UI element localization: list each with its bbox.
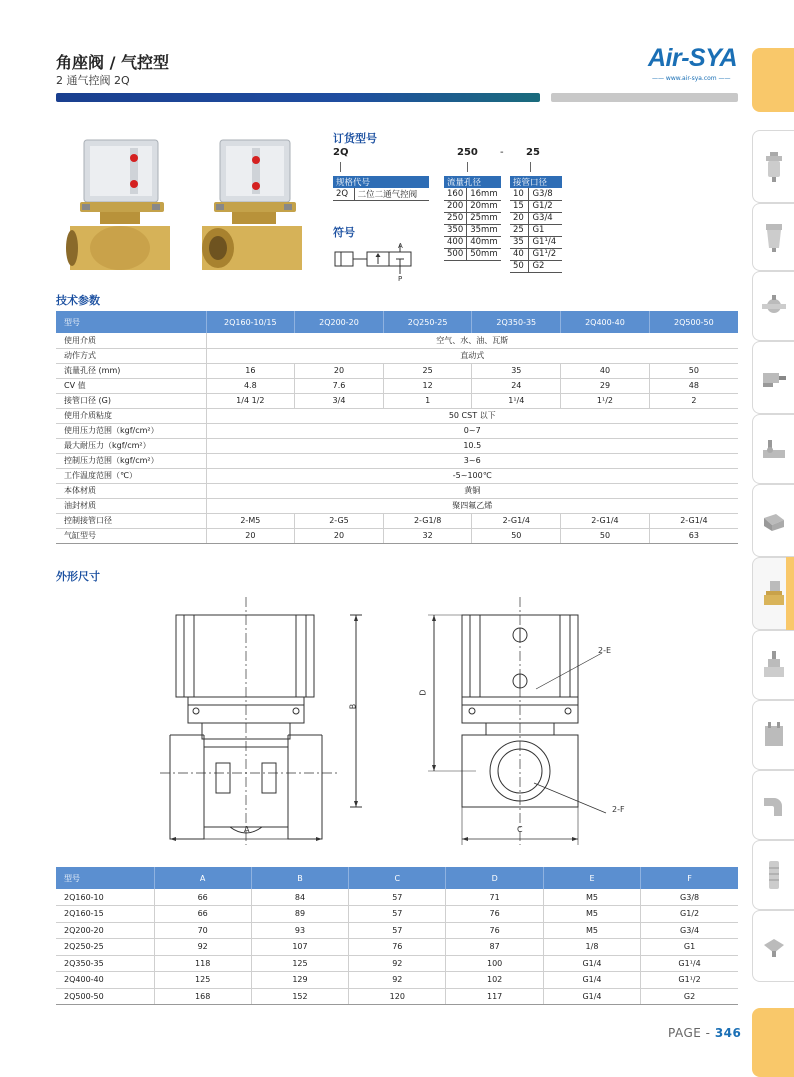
table-row [56,498,738,513]
bore-cell: 35mm [467,224,501,236]
order-code-series: 2Q [333,147,349,158]
angle-valve-icon [760,577,788,611]
order-title: 订货型号 [333,132,377,145]
dims-cell: G1/2 [641,906,738,923]
tech-header-row [56,311,738,333]
dims-cell: 93 [251,922,348,939]
param-value: 2-G1/4 [649,513,738,528]
side-tab-fitting[interactable] [752,271,794,341]
table-row [56,889,738,906]
dims-cell: G1¹/2 [641,972,738,989]
dims-cell: 120 [349,988,446,1005]
port-cell: G1¹/2 [529,248,562,260]
param-name: 使用介质粘度 [56,408,206,423]
bore-cell: 400 [444,236,467,248]
product-photo-2 [196,134,312,294]
param-value: 20 [206,528,295,543]
bore-table-header: 流量孔径 [444,176,501,188]
spec-code-header: 规格代号 [333,176,429,188]
tech-header-cell: 2Q500-50 [649,311,738,333]
bore-cell: 160 [444,188,467,200]
dims-cell: 107 [251,939,348,956]
table-row [56,468,738,483]
dims-cell: 87 [446,939,543,956]
product-photo-1 [60,134,180,294]
side-tab-cylinder[interactable] [752,341,794,414]
side-tab-filter[interactable] [752,130,794,203]
dims-cell: M5 [543,922,640,939]
dims-cell: 76 [349,939,446,956]
spec-code-cell: 二位二通气控阀 [354,188,429,201]
dim-label-d: D [418,689,428,696]
param-value: 50 CST 以下 [206,408,738,423]
side-tab-elbow[interactable] [752,770,794,840]
param-value: -5~100℃ [206,468,738,483]
tech-header-cell: 2Q350-35 [472,311,561,333]
brand-logo: Air-SYA [648,44,738,72]
dim-label-b: B [348,703,358,710]
dims-header-cell: 型号 [56,867,154,889]
dims-header-cell: C [349,867,446,889]
param-value: 空气、水、油、瓦斯 [206,333,738,348]
page-subtitle: 2 通气控阀 2Q [56,74,130,87]
port-cell: 50 [510,260,529,272]
dims-cell: M5 [543,889,640,906]
dims-cell: 1/8 [543,939,640,956]
dims-cell: 92 [349,955,446,972]
order-code-bore: 250 [457,147,478,158]
param-value: 1¹/2 [561,393,650,408]
port-cell: 35 [510,236,529,248]
table-row [56,513,738,528]
front-view-drawing [150,595,380,855]
param-value: 16 [206,363,295,378]
bore-table [444,176,501,261]
param-value: 黄铜 [206,483,738,498]
page-footer [668,1026,741,1040]
dims-cell: G1¹/4 [641,955,738,972]
dims-cell: 66 [154,906,251,923]
param-name: 控制接管口径 [56,513,206,528]
page-number: 346 [714,1026,742,1040]
spec-code-table [333,176,429,201]
tech-header-cell: 2Q400-40 [561,311,650,333]
tech-table [56,311,738,544]
elbow-icon [760,788,788,822]
bore-cell: 16mm [467,188,501,200]
side-tab-manifold[interactable] [752,630,794,700]
port-cell: G1/2 [529,200,562,212]
dims-cell: G1/4 [543,988,640,1005]
param-value: 50 [561,528,650,543]
order-code-dash: - [500,147,504,158]
port-table-header: 接管口径 [510,176,562,188]
param-value: 40 [561,363,650,378]
table-row [56,393,738,408]
controller-icon [760,718,788,752]
dims-cell: 168 [154,988,251,1005]
dims-cell: 66 [154,889,251,906]
param-name: CV 值 [56,378,206,393]
table-row [56,922,738,939]
dims-cell: 2Q500-50 [56,988,154,1005]
dims-cell: 70 [154,922,251,939]
port-cell: 20 [510,212,529,224]
param-name: 使用介质 [56,333,206,348]
param-name: 使用压力范围（kgf/cm²） [56,423,206,438]
brand-url: —— www.air-sya.com —— [652,75,731,82]
accessory-icon [760,929,788,963]
table-row [56,408,738,423]
dims-cell: G2 [641,988,738,1005]
dim-label-a: A [244,825,250,834]
dims-cell: 84 [251,889,348,906]
tick-series [340,162,341,172]
param-name: 控制压力范围（kgf/cm²） [56,453,206,468]
table-row [56,438,738,453]
side-tab-controller[interactable] [752,700,794,770]
tick-port [530,162,531,172]
param-value: 2-G1/4 [472,513,561,528]
dims-cell: M5 [543,906,640,923]
table-row [56,423,738,438]
dims-header-cell: A [154,867,251,889]
dims-title: 外形尺寸 [56,570,100,583]
dims-cell: 92 [154,939,251,956]
bore-cell: 500 [444,248,467,260]
param-value: 24 [472,378,561,393]
param-value: 3/4 [295,393,384,408]
dims-cell: 71 [446,889,543,906]
param-value: 2-G1/4 [561,513,650,528]
param-value: 2-G1/8 [383,513,472,528]
bore-cell: 250 [444,212,467,224]
dims-header-cell: D [446,867,543,889]
param-value: 1 [383,393,472,408]
dims-cell: 129 [251,972,348,989]
dims-header-cell: B [251,867,348,889]
param-name: 动作方式 [56,348,206,363]
param-value: 63 [649,528,738,543]
header-bar-grey [551,93,738,102]
dims-cell: G3/8 [641,889,738,906]
symbol-label-p: P [398,275,403,283]
param-value: 50 [472,528,561,543]
param-value: 2-G5 [295,513,384,528]
side-tab-bottom-accent [752,1008,794,1077]
param-name: 工作温度范围（℃） [56,468,206,483]
param-name: 气缸型号 [56,528,206,543]
dims-cell: 117 [446,988,543,1005]
side-tab-strainer[interactable] [752,840,794,910]
table-row [56,972,738,989]
dim-label-f: 2-F [612,805,625,814]
filter-icon [760,150,788,184]
bore-cell: 20mm [467,200,501,212]
table-row [56,453,738,468]
param-value: 48 [649,378,738,393]
param-value: 2-M5 [206,513,295,528]
param-value: 25 [383,363,472,378]
tech-title: 技术参数 [56,294,100,307]
dims-table [56,867,738,1005]
dims-cell: 102 [446,972,543,989]
port-cell: 25 [510,224,529,236]
param-value: 50 [649,363,738,378]
tech-header-cell: 型号 [56,311,206,333]
side-tab-top-accent [752,48,794,112]
param-value: 聚四氟乙烯 [206,498,738,513]
table-row [56,483,738,498]
dims-cell: 76 [446,922,543,939]
valve-icon [760,432,788,466]
param-value: 7.6 [295,378,384,393]
param-value: 2 [649,393,738,408]
dims-cell: 125 [154,972,251,989]
bore-cell: 50mm [467,248,501,260]
dims-header-row [56,867,738,889]
port-cell: 15 [510,200,529,212]
param-value: 12 [383,378,472,393]
param-name: 接管口径 (G) [56,393,206,408]
tech-header-cell: 2Q250-25 [383,311,472,333]
valve-symbol [333,242,433,284]
table-row [56,348,738,363]
param-value: 20 [295,363,384,378]
side-tab-valve[interactable] [752,414,794,484]
param-name: 本体材质 [56,483,206,498]
dims-cell: 100 [446,955,543,972]
param-value: 20 [295,528,384,543]
param-value: 直动式 [206,348,738,363]
param-name: 最大耐压力（kgf/cm²） [56,438,206,453]
port-cell: 40 [510,248,529,260]
table-row [56,363,738,378]
order-code-port: 25 [526,147,540,158]
port-cell: G3/8 [529,188,562,200]
port-cell: 10 [510,188,529,200]
dim-label-e: 2-E [598,646,612,655]
manifold-icon [760,648,788,682]
dim-label-c: C [517,825,523,834]
cylinder-icon [760,361,788,395]
param-value: 1¹/4 [472,393,561,408]
dims-cell: 92 [349,972,446,989]
port-cell: G2 [529,260,562,272]
tech-header-cell: 2Q200-20 [295,311,384,333]
dims-cell: 2Q250-25 [56,939,154,956]
dims-header-cell: F [641,867,738,889]
table-row [56,955,738,972]
lubricator-icon [760,220,788,254]
param-name: 流量孔径 (mm) [56,363,206,378]
dims-cell: 152 [251,988,348,1005]
dims-cell: 57 [349,922,446,939]
dims-cell: 89 [251,906,348,923]
table-row [56,939,738,956]
dims-cell: 2Q400-40 [56,972,154,989]
fitting-icon [760,289,788,323]
dims-cell: 125 [251,955,348,972]
param-value: 1/4 1/2 [206,393,295,408]
side-tab-accessory[interactable] [752,910,794,982]
dims-cell: G3/4 [641,922,738,939]
bore-cell: 350 [444,224,467,236]
param-value: 10.5 [206,438,738,453]
param-value: 3~6 [206,453,738,468]
bore-cell: 200 [444,200,467,212]
dims-cell: 2Q160-10 [56,889,154,906]
bore-cell: 25mm [467,212,501,224]
header-bar-blue [56,93,540,102]
dims-cell: G1 [641,939,738,956]
dims-cell: G1/4 [543,955,640,972]
table-row [56,333,738,348]
page-label: PAGE - [668,1026,715,1040]
dims-cell: 57 [349,889,446,906]
tech-header-cell: 2Q160-10/15 [206,311,295,333]
tick-bore [467,162,468,172]
param-value: 32 [383,528,472,543]
side-view-drawing [416,595,636,855]
port-cell: G3/4 [529,212,562,224]
param-value: 0~7 [206,423,738,438]
table-row [56,528,738,543]
port-table [510,176,562,273]
symbol-title: 符号 [333,226,355,239]
dims-cell: G1/4 [543,972,640,989]
table-row [56,988,738,1005]
symbol-label-a: A [398,242,403,250]
dims-cell: 76 [446,906,543,923]
solenoid-icon [760,504,788,538]
param-value: 29 [561,378,650,393]
page-title: 角座阀 / 气控型 [56,53,169,72]
dims-cell: 57 [349,906,446,923]
table-row [56,906,738,923]
active-tab-indicator [786,557,794,630]
param-value: 4.8 [206,378,295,393]
side-tab-solenoid[interactable] [752,484,794,557]
param-value: 35 [472,363,561,378]
port-cell: G1 [529,224,562,236]
spec-code-cell: 2Q [333,188,354,201]
dims-cell: 2Q200-20 [56,922,154,939]
param-name: 油封材质 [56,498,206,513]
dims-cell: 118 [154,955,251,972]
dims-header-cell: E [543,867,640,889]
bore-cell: 40mm [467,236,501,248]
dims-cell: 2Q350-35 [56,955,154,972]
table-row [56,378,738,393]
side-tab-lubricator[interactable] [752,203,794,271]
port-cell: G1¹/4 [529,236,562,248]
strainer-icon [760,858,788,892]
dims-cell: 2Q160-15 [56,906,154,923]
